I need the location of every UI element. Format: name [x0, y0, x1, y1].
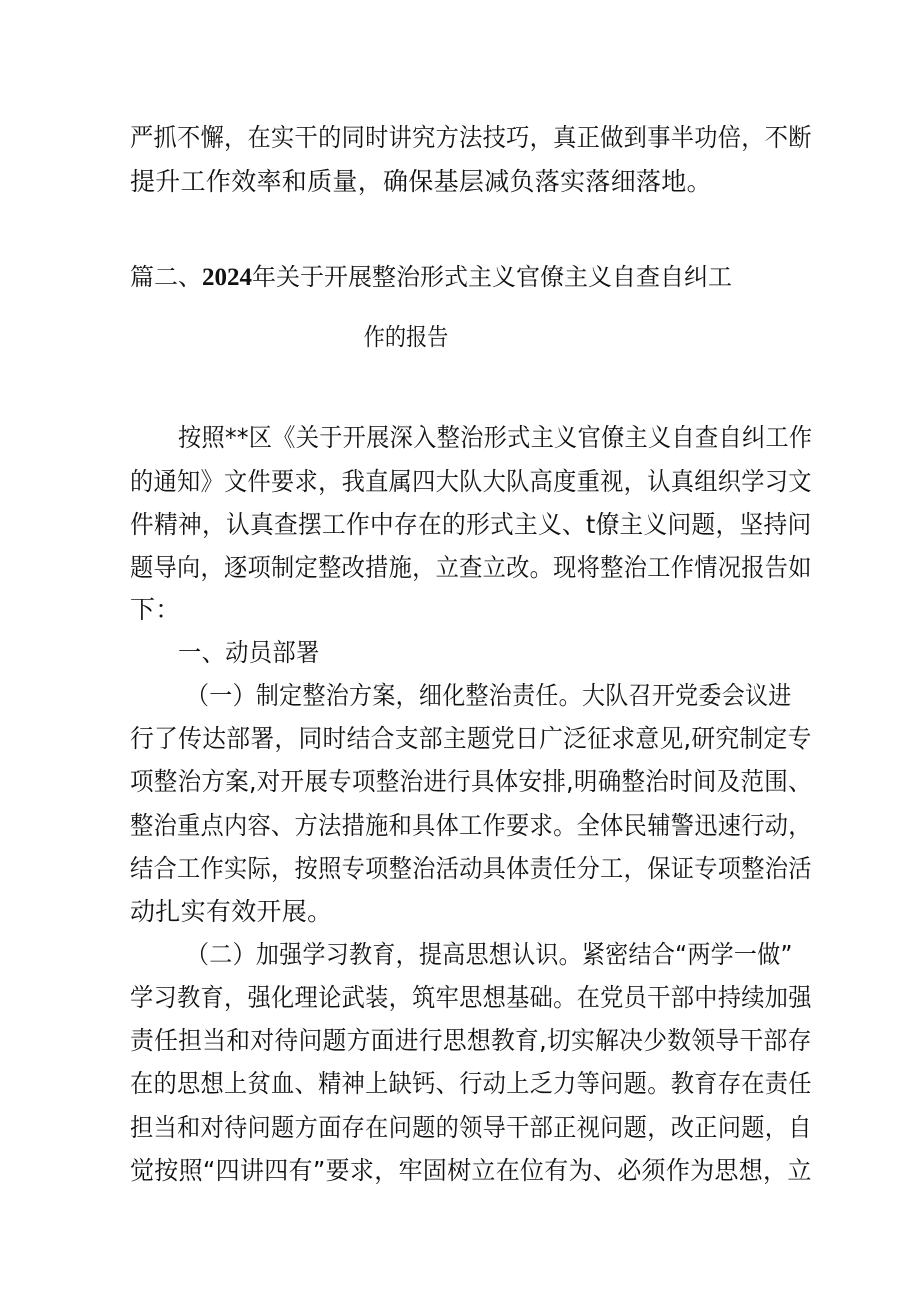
para2-line-1: （二）加强学习教育，提高思想认识。紧密结合“两学一做”	[186, 940, 793, 969]
para2-line-2: 学习教育，强化理论武装，筑牢思想基础。在党员干部中持续加强	[130, 983, 812, 1012]
carryover-line-1: 严抓不懈，在实干的同时讲究方法技巧，真正做到事半功倍，不断	[130, 123, 812, 152]
intro-line-1: 按照**区《关于开展深入整治形式主义官僚主义自查自纠工作	[178, 423, 813, 452]
para2-line-4: 在的思想上贫血、精神上缺钙、行动上乏力等问题。教育存在责任	[130, 1069, 812, 1098]
carryover-line-2: 提升工作效率和质量，确保基层减负落实落细落地。	[130, 167, 712, 196]
intro-line-5: 下：	[130, 595, 181, 624]
para2-line-6: 觉按照“四讲四有”要求，牢固树立在位有为、必须作为思想，立	[130, 1156, 812, 1185]
intro-line-3: 件精神，认真查摆工作中存在的形式主义、t僚主义问题，坚持问	[130, 510, 812, 539]
title-rest: 年关于开展整治形式主义官僚主义自查自纠工	[252, 263, 732, 291]
para1-line-1: （一）制定整治方案，细化整治责任。大队召开党委会议进	[186, 681, 792, 710]
section-heading-mobilization: 一、动员部署	[178, 638, 320, 667]
para1-line-6: 动扎实有效开展。	[130, 897, 333, 926]
intro-line-2: 的通知》文件要求，我直属四大队大队高度重视，认真组织学习文	[130, 467, 812, 496]
para2-line-3: 责任担当和对待问题方面进行思想教育,切实解决少数领导干部存	[130, 1026, 812, 1055]
para1-line-2: 行了传达部署，同时结合支部主题党日广泛征求意见,研究制定专	[130, 724, 812, 753]
document-title-line-2: 作的报告	[363, 323, 449, 351]
para1-line-4: 整治重点内容、方法措施和具体工作要求。全体民辅警迅速行动，	[130, 811, 812, 840]
para1-line-3: 项整治方案,对开展专项整治进行具体安排,明确整治时间及范围、	[130, 767, 812, 796]
para1-line-5: 结合工作实际，按照专项整治活动具体责任分工，保证专项整治活	[130, 854, 812, 883]
document-title	[130, 257, 732, 298]
title-year: 2024	[202, 264, 252, 291]
intro-line-4: 题导向，逐项制定整改措施，立查立改。现将整治工作情况报告如	[130, 553, 812, 582]
para2-line-5: 担当和对待问题方面存在问题的领导干部正视问题，改正问题，自	[130, 1113, 812, 1142]
title-prefix: 篇二、	[130, 263, 202, 291]
